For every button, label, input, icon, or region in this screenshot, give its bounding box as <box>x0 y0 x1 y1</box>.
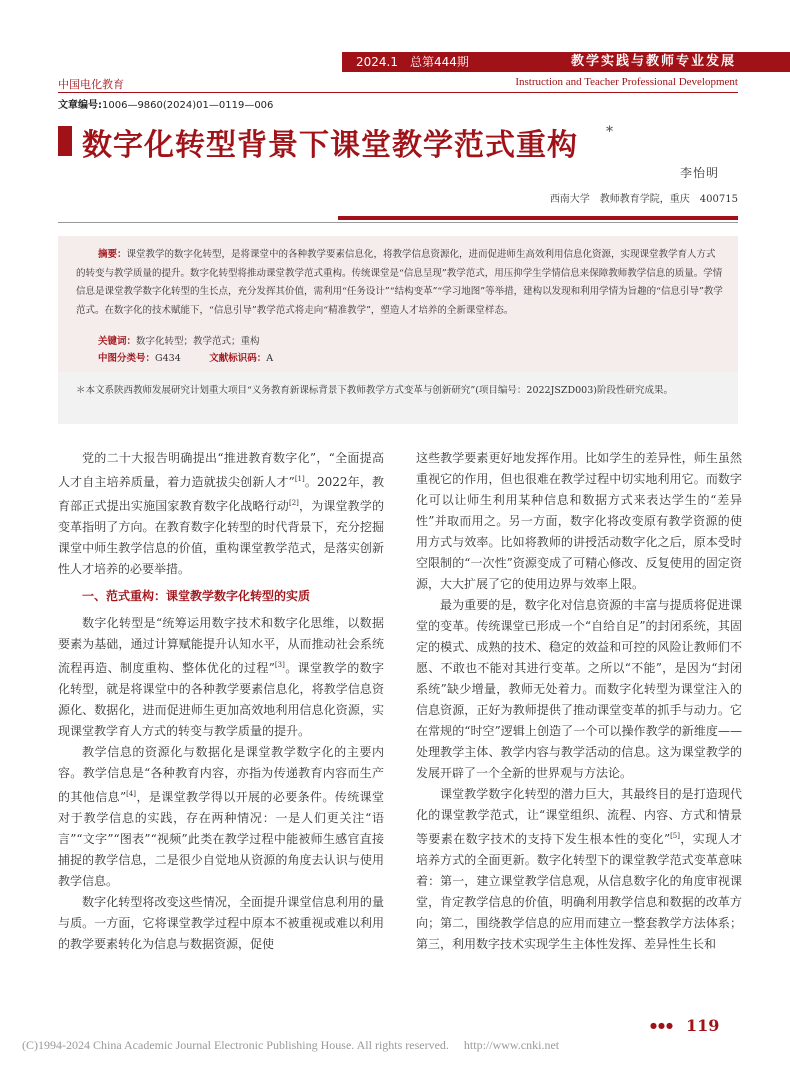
abstract: 摘要：课堂教学的数字化转型，是将课堂中的各种教学要素信息化，将教学信息资源化，进而促进师生高效利用信息化资源，实现课堂教学育人方式的转变与教学质量的提升。数字化转型将推动课堂教学范式重构。传统课堂是“信息呈现”教学范式，用压抑学生学情信息来保障教师教学信息的质量。学情信息是课堂教学数字化转型的生长点，充分发挥其价值，需利用“任务设计”“结构变革”“学习地图”等举措，建构以发现和利用学情为旨趣的“信息引导”教学范式。在数字化的技术赋能下，“信息引导”教学范式将走向“精准教学”，塑造人才培养的全新课堂样态。 <box>76 249 723 316</box>
title-marker <box>58 126 72 156</box>
left-column <box>58 448 384 955</box>
paragraph: 党的二十大报告明确提出“推进教育数字化”，“全面提高人才自主培养质量，着力造就拔尖创新人才”[1]。2022年，教育部正式提出实施国家教育数字化战略行动[2]，为课堂教学的变革指明了方向。在教育数字化转型的时代背景下，充分挖掘课堂中师生教学信息的价值，重构课堂教学范式，是落实创新性人才培养的必要举措。 <box>58 451 384 576</box>
paragraph: 最为重要的是，数字化对信息资源的丰富与提质将促进课堂的变革。传统课堂已形成一个“自给自足”的封闭系统，其固定的模式、成熟的技术、稳定的效益和可控的风险让教师们不愿、不敢也不能对其进行变革。之所以“不能”，是因为“封闭系统”缺少增量，教师无处着力。而数字化转型为课堂注入的信息资源，正好为教师提供了推动课堂变革的抓手与动力。它在常规的“时空”逻辑上创造了一个可以操作教学的新维度——处理教学主体、教学内容与教学活动的信息。这为课堂教学的发展开辟了一个全新的世界观与方法论。 <box>416 598 742 780</box>
affiliation: 西南大学 教师教育学院，重庆 400715 <box>549 194 738 205</box>
header-band-left <box>0 52 342 72</box>
section-heading: 一、范式重构：课堂教学数字化转型的实质 <box>82 589 311 603</box>
paragraph: 课堂教学数字化转型的潜力巨大，其最终目的是打造现代化的课堂教学范式，让“课堂组织、流程、内容、方式和情景等要素在数字技术的支持下发生根本性的变化”[5]，实现人才培养方式的全面更新。数字化转型下的课堂教学范式变革意味着：第一，建立课堂教学信息观，从信息数字化的角度审视课堂，肯定教学信息的价值，明确利用教学信息和数据的改革方向；第二，围绕教学信息的应用而建立一整套教学方法体系；第三，利用数字技术实现学生主体性发挥、差异性生长和 <box>416 787 742 951</box>
header-rule <box>58 92 738 93</box>
issue-label: 2024.1 总第444期 <box>342 52 472 72</box>
funding-note: ＊本文系陕西教师发展研究计划重大项目“义务教育新课标背景下教师教学方式变革与创新研究”(项目编号：2022JSZD003)阶段性研究成果。 <box>76 385 673 396</box>
right-column <box>416 448 742 955</box>
article-number: 文章编号:1006—9860(2024)01—0119—006 <box>58 100 274 111</box>
keywords: 关键词：数字化转型；教学范式；重构 <box>98 336 260 347</box>
copyright-line: (C)1994-2024 China Academic Journal Electronic Publishing House. All rights reserved. http://www.cnki.net <box>22 1038 560 1052</box>
author-name: 李怡明 <box>680 166 720 180</box>
paragraph: 教学信息的资源化与数据化是课堂教学数字化的主要内容。教学信息是“各种教育内容，亦指为传递教育内容而生产的其他信息”[4]，是课堂教学得以开展的必要条件。传统课堂对于教学信息的实践，存在两种情况：一是人们更关注“语言”“文字”“图表”“视频”此类在教学过程中能被师生感官直接捕捉的教学信息，二是很少自觉地从资源的角度去认识与使用教学信息。 <box>58 745 384 888</box>
classification: 中图分类号：G434 文献标识码：A <box>98 353 274 364</box>
title-rule-gray <box>58 222 738 223</box>
column-title: 教学实践与教师专业发展 <box>472 52 790 72</box>
title-footnote-mark: * <box>606 124 613 140</box>
article-title: 数字化转型背景下课堂教学范式重构 <box>82 128 578 163</box>
paragraph: 数字化转型将改变这些情况，全面提升课堂信息利用的量与质。一方面，它将课堂教学过程中原本不被重视或难以利用的教学要素转化为信息与数据资源，促使 <box>58 895 384 951</box>
title-rule-red <box>338 216 738 220</box>
paragraph: 数字化转型是“统筹运用数字技术和数字化思维，以数据要素为基础，通过计算赋能提升认知水平，从而推动社会系统流程再造、制度重构、整体优化的过程”[3]。课堂教学的数字化转型，就是将课堂中的各种教学要素信息化，将教学信息资源化、数据化，进而促进师生更加高效地利用信息化资源，实现课堂教学育人方式的转变与教学质量的提升。 <box>58 616 384 738</box>
journal-name: 中国电化教育 <box>58 78 124 91</box>
column-title-en: Instruction and Teacher Professional Development <box>515 76 738 88</box>
paragraph: 这些教学要素更好地发挥作用。比如学生的差异性，师生虽然重视它的作用，但也很难在教学过程中切实地利用它。而数字化可以让师生利用某种信息和数据方式来表达学生的“差异性”并取而用之。另一方面，数字化将改变原有教学资源的使用方式与效率。比如将教师的讲授活动数字化之后，原本受时空限制的“一次性”资源变成了可精心修改、反复使用的固定资源，大大扩展了它的使用边界与效率上限。 <box>416 451 742 591</box>
page-dots-icon: ●●● <box>650 1021 674 1030</box>
page-number: 119 <box>686 1016 720 1035</box>
